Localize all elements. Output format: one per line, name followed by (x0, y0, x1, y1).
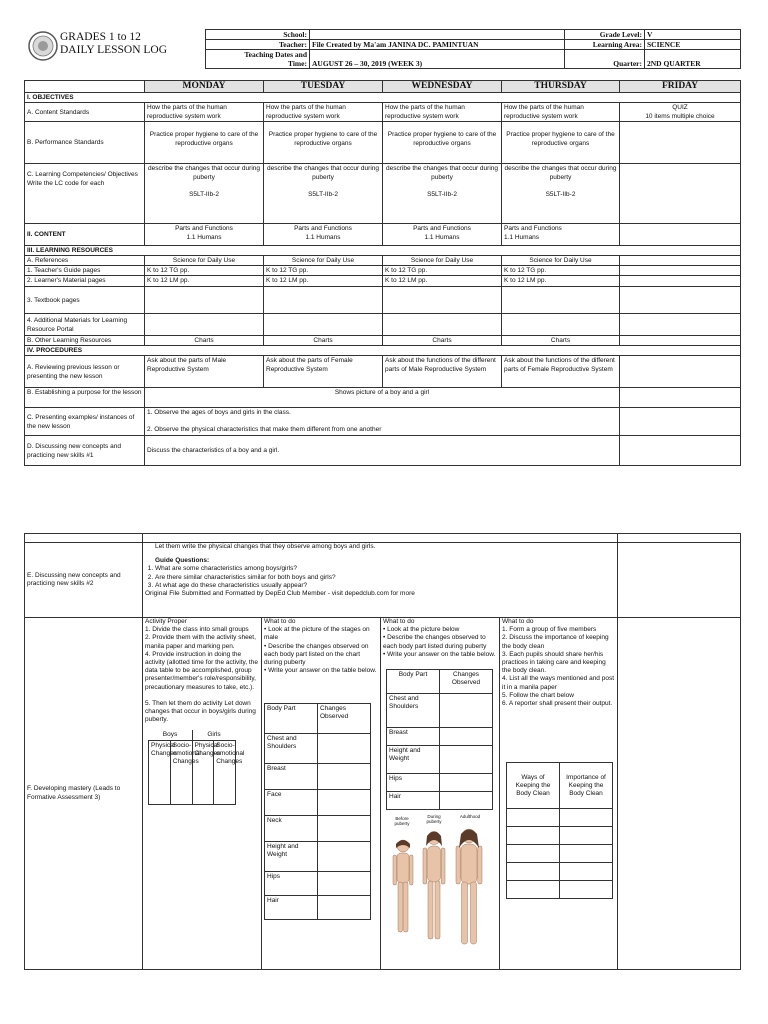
textbook-friday (620, 287, 741, 314)
dates-label-line-1: Teaching Dates and (244, 50, 307, 59)
blank-header-cell (25, 81, 145, 93)
answer-cell[interactable] (440, 792, 493, 810)
discussing2-friday (618, 543, 741, 618)
content-standards-wednesday: How the parts of the human reproductive system work (383, 103, 502, 122)
additional-wednesday (383, 314, 502, 336)
body-part-header: Body Part (265, 704, 318, 734)
activity-step: 4. Provide instruction in doing the activity (allotted time for the activity, the data table to be accomplished, group presenter/member's role/responsibility, precautionary measures to take, etc.). (145, 650, 258, 691)
ways-header: Ways of Keeping the Body Clean (507, 763, 560, 809)
content-thursday (502, 224, 620, 246)
boys-header: Boys (149, 730, 193, 741)
discussing1-label: D. Discussing new concepts and practicing new skills #1 (25, 436, 145, 466)
title-line-2: DAILY LESSON LOG (60, 44, 168, 56)
content-monday (145, 224, 264, 246)
what-to-do-step: • Describe the changes observed to each body part listed during puberty (383, 634, 487, 650)
example-item-2: 2. Observe the physical characteristics that make them different from one another (147, 426, 382, 433)
tg-pages-tuesday: K to 12 TG pp. (264, 266, 383, 276)
examples-label: C. Presenting examples/ instances of the new lesson (25, 408, 145, 436)
other-resources-label: B. Other Learning Resources (25, 336, 145, 346)
column-header: Socio-emotional Changes (214, 741, 236, 805)
content-tuesday (264, 224, 383, 246)
competency-code: S5LT-IIb-2 (427, 191, 457, 198)
performance-standards-monday: Practice proper hygiene to care of the reproductive organs (145, 122, 264, 164)
answer-cell[interactable] (560, 809, 613, 827)
learning-area-value: SCIENCE (645, 40, 741, 50)
references-row (25, 256, 741, 266)
competencies-wednesday (383, 164, 502, 224)
deped-seal-logo (28, 31, 58, 61)
competencies-label: C. Learning Competencies/ Objectives Write the LC code for each (25, 164, 145, 224)
other-resources-row (25, 336, 741, 346)
reviewing-wednesday: Ask about the functions of the different parts of Male Reproductive System (383, 356, 502, 388)
examples-friday (620, 408, 741, 436)
teacher-value: File Created by Ma'am JANINA DC. PAMINTUAN (310, 40, 565, 50)
body-part-cell: Height and Weight (387, 746, 440, 774)
other-resources-monday: Charts (145, 336, 264, 346)
discussing2-cell (143, 543, 618, 618)
content-wednesday (383, 224, 502, 246)
answer-cell[interactable] (440, 774, 493, 792)
lm-pages-row (25, 276, 741, 287)
day-tuesday: TUESDAY (264, 81, 383, 93)
tg-pages-friday (620, 266, 741, 276)
additional-thursday (502, 314, 620, 336)
answer-cell[interactable] (318, 842, 371, 872)
answer-cell[interactable] (318, 764, 371, 790)
answer-cell[interactable] (318, 896, 371, 920)
developing-thursday (500, 618, 618, 970)
content-row (25, 224, 741, 246)
references-thursday: Science for Daily Use (502, 256, 620, 266)
grade-level-label: Grade Level: (565, 30, 645, 40)
tg-pages-wednesday: K to 12 TG pp. (383, 266, 502, 276)
male-body-part-table (264, 703, 371, 920)
dates-label-line-2: Time: (287, 59, 307, 68)
competencies-friday (620, 164, 741, 224)
lm-pages-label: 2. Learner's Material pages (25, 276, 145, 287)
content-standards-monday: How the parts of the human reproductive system work (145, 103, 264, 122)
female-body-part-table (386, 669, 493, 810)
textbook-thursday (502, 287, 620, 314)
purpose-cell: Shows picture of a boy and a girl (145, 388, 620, 408)
content-line-2: 1.1 Humans (305, 234, 341, 241)
competencies-thursday (502, 164, 620, 224)
what-to-do-step: 2. Discuss the importance of keeping the body clean (502, 634, 609, 650)
competency-text: describe the changes that occur during puberty (385, 165, 498, 181)
school-label: School: (206, 30, 310, 40)
activity-step: 5. Then let them do activity Let down changes that occur in boys/girls during puberty. (145, 699, 256, 724)
importance-header: Importance of Keeping the Body Clean (560, 763, 613, 809)
competencies-row (25, 164, 741, 224)
activity-title: Activity Proper (145, 618, 187, 625)
body-part-cell: Chest and Shoulders (265, 734, 318, 764)
guide-questions-list (145, 565, 615, 590)
day-thursday: THURSDAY (502, 81, 620, 93)
teacher-label: Teacher: (206, 40, 310, 50)
content-line-2: 1.1 Humans (424, 234, 460, 241)
purpose-friday (620, 388, 741, 408)
objectives-row (25, 93, 741, 103)
developing-monday (143, 618, 262, 970)
column-header: Physical Changes (192, 741, 214, 805)
textbook-tuesday (264, 287, 383, 314)
answer-cell[interactable] (507, 809, 560, 827)
what-to-do-step: 5. Follow the chart below (502, 691, 574, 699)
puberty-stages-figure (383, 814, 495, 956)
textbook-label: 3. Textbook pages (25, 287, 145, 314)
competencies-monday (145, 164, 264, 224)
content-line-1: Parts and Functions (413, 225, 471, 232)
lm-pages-monday: K to 12 LM pp. (145, 276, 264, 287)
what-to-do-step: 3. Each pupils should share her/his practices in taking care and keeping the body clean. (502, 650, 606, 675)
answer-cell[interactable] (507, 863, 560, 881)
examples-row (25, 408, 741, 436)
example-item-1: 1. Observe the ages of boys and girls in the class. (147, 409, 291, 416)
body-clean-table (506, 762, 613, 899)
lm-pages-friday (620, 276, 741, 287)
continued-header-row (25, 534, 741, 543)
blank-cell (25, 534, 143, 543)
content-friday (620, 224, 741, 246)
reviewing-row (25, 356, 741, 388)
reviewing-friday (620, 356, 741, 388)
activity-step: 2. Provide them with the activity sheet, manila paper and marking pen. (145, 634, 256, 650)
lm-pages-wednesday: K to 12 LM pp. (383, 276, 502, 287)
source-footer-note: Original File Submitted and Formatted by DepEd Club Member - visit depedclub.com for more (145, 590, 415, 598)
body-part-cell: Neck (265, 816, 318, 842)
content-standards-row (25, 103, 741, 122)
title-line-1: GRADES 1 to 12 (60, 31, 141, 43)
lm-pages-thursday: K to 12 LM pp. (502, 276, 620, 287)
learning-area-label: Learning Area: (565, 40, 645, 50)
content-line-1: Parts and Functions (175, 225, 233, 232)
answer-cell[interactable] (440, 694, 493, 728)
day-monday: MONDAY (145, 81, 264, 93)
competency-code: S5LT-IIb-2 (308, 191, 338, 198)
developing-wednesday (381, 618, 500, 970)
what-to-do-step: • Look at the picture below (383, 626, 460, 634)
what-to-do-step: • Write your answer on the table below. (383, 650, 496, 658)
answer-cell[interactable] (560, 827, 613, 845)
day-header-row (25, 81, 741, 93)
what-to-do-step: • Write your answer on the table below. (264, 667, 377, 675)
answer-cell[interactable] (507, 881, 560, 899)
body-part-cell: Breast (265, 764, 318, 790)
discussing1-cell: Discuss the characteristics of a boy and a girl. (145, 436, 620, 466)
what-to-do-step: • Describe the changes observed on each body part listed on the chart during puberty (264, 642, 369, 667)
additional-monday (145, 314, 264, 336)
tg-pages-monday: K to 12 TG pp. (145, 266, 264, 276)
answer-cell[interactable] (440, 728, 493, 746)
performance-standards-tuesday: Practice proper hygiene to care of the reproductive organs (264, 122, 383, 164)
reviewing-monday: Ask about the parts of Male Reproductive System (145, 356, 264, 388)
grade-level-value: V (645, 30, 741, 40)
purpose-row (25, 388, 741, 408)
references-friday (620, 256, 741, 266)
textbook-wednesday (383, 287, 502, 314)
answer-cell[interactable] (560, 845, 613, 863)
other-resources-friday (620, 336, 741, 346)
tg-pages-thursday: K to 12 TG pp. (502, 266, 620, 276)
procedures-row (25, 346, 741, 356)
additional-friday (620, 314, 741, 336)
body-part-cell: Breast (387, 728, 440, 746)
guide-question: 3. At what age do these characteristics usually appear? (155, 582, 615, 590)
blank-cell (143, 534, 618, 543)
answer-cell[interactable] (507, 827, 560, 845)
discussing2-intro: Let them write the physical changes that they observe among boys and girls. (155, 543, 376, 550)
other-resources-wednesday: Charts (383, 336, 502, 346)
body-part-cell: Hair (265, 896, 318, 920)
figure-label: During puberty (426, 814, 442, 825)
dates-label (206, 50, 310, 69)
girls-header: Girls (192, 730, 236, 741)
references-tuesday: Science for Daily Use (264, 256, 383, 266)
content-line-1: Parts and Functions (294, 225, 352, 232)
reviewing-thursday: Ask about the functions of the different parts of Female Reproductive System (502, 356, 620, 388)
developing-tuesday (262, 618, 381, 970)
guide-question: 2. Are there similar characteristics similar for both boys and girls? (155, 574, 615, 582)
figure-label: Adulthood (459, 814, 481, 820)
procedures-heading: IV. PROCEDURES (25, 346, 741, 356)
performance-standards-label: B. Performance Standards (25, 122, 145, 164)
competency-code: S5LT-IIb-2 (189, 191, 219, 198)
objectives-heading: I. OBJECTIVES (25, 93, 741, 103)
learning-resources-row (25, 246, 741, 256)
what-to-do-step: 6. A reporter shall present their output. (502, 700, 613, 708)
answer-cell[interactable] (507, 845, 560, 863)
performance-standards-wednesday: Practice proper hygiene to care of the reproductive organs (383, 122, 502, 164)
content-line-2: 1.1 Humans (504, 234, 540, 241)
content-standards-tuesday: How the parts of the human reproductive system work (264, 103, 383, 122)
performance-standards-friday (620, 122, 741, 164)
female-figures-illustration (383, 824, 495, 954)
body-part-cell: Chest and Shoulders (387, 694, 440, 728)
guide-questions-title: Guide Questions: (155, 557, 210, 565)
body-part-cell: Hips (265, 872, 318, 896)
content-standards-friday: QUIZ 10 items multiple choice (620, 103, 741, 122)
other-resources-thursday: Charts (502, 336, 620, 346)
day-wednesday: WEDNESDAY (383, 81, 502, 93)
boys-girls-table (148, 730, 245, 805)
what-to-do-step: 1. Form a group of five members (502, 626, 597, 634)
figure-label: Before puberty (394, 816, 410, 827)
answer-cell[interactable] (318, 734, 371, 764)
changes-observed-header: Changes Observed (318, 704, 371, 734)
discussing1-row (25, 436, 741, 466)
content-line-2: 1.1 Humans (186, 234, 222, 241)
competency-code: S5LT-IIb-2 (545, 191, 576, 198)
answer-cell[interactable] (440, 746, 493, 774)
content-standards-label: A. Content Standards (25, 103, 145, 122)
lesson-log-table-continued (24, 533, 741, 970)
what-to-do-step: • Look at the picture of the stages on male (264, 626, 370, 642)
discussing2-row (25, 543, 741, 618)
discussing1-friday (620, 436, 741, 466)
learning-resources-heading: III. LEARNING RESOURCES (25, 246, 741, 256)
reviewing-tuesday: Ask about the parts of Female Reproductive System (264, 356, 383, 388)
lesson-log-table (24, 80, 741, 466)
quarter-label: Quarter: (565, 50, 645, 69)
competency-text: describe the changes that occur during puberty (147, 165, 260, 181)
body-part-cell: Hair (387, 792, 440, 810)
competency-text: describe the changes that occur during puberty (266, 165, 379, 181)
answer-cell[interactable] (318, 872, 371, 896)
body-part-cell: Height and Weight (265, 842, 318, 872)
quarter-value: 2ND QUARTER (645, 50, 741, 69)
reviewing-label: A. Reviewing previous lesson or presenting the new lesson (25, 356, 145, 388)
tg-pages-label: 1. Teacher's Guide pages (25, 266, 145, 276)
what-to-do-title: What to do (264, 618, 296, 625)
column-header: Socio-emotional Changes (170, 741, 192, 805)
answer-cell[interactable] (560, 881, 613, 899)
purpose-label: B. Establishing a purpose for the lesson (25, 388, 145, 408)
content-line-1: Parts and Functions (504, 225, 562, 232)
examples-cell (145, 408, 620, 436)
performance-standards-row (25, 122, 741, 164)
references-wednesday: Science for Daily Use (383, 256, 502, 266)
lm-pages-tuesday: K to 12 LM pp. (264, 276, 383, 287)
performance-standards-thursday: Practice proper hygiene to care of the reproductive organs (502, 122, 620, 164)
body-part-header: Body Part (387, 670, 440, 694)
content-heading: II. CONTENT (25, 224, 145, 246)
form-title (60, 31, 167, 57)
competency-text: describe the changes that occur during puberty (504, 165, 617, 181)
tg-pages-row (25, 266, 741, 276)
other-resources-tuesday: Charts (264, 336, 383, 346)
answer-cell[interactable] (318, 790, 371, 816)
what-to-do-title: What to do (383, 618, 415, 625)
textbook-row (25, 287, 741, 314)
additional-materials-row (25, 314, 741, 336)
blank-cell (618, 534, 741, 543)
dates-value: AUGUST 26 – 30, 2019 (WEEK 3) (310, 50, 565, 69)
body-part-cell: Face (265, 790, 318, 816)
header-info-table (205, 29, 741, 69)
content-standards-thursday: How the parts of the human reproductive system work (502, 103, 620, 122)
answer-cell[interactable] (560, 863, 613, 881)
textbook-monday (145, 287, 264, 314)
guide-question: 1. What are some characteristics among boys/girls? (155, 565, 615, 573)
school-value (310, 30, 565, 40)
developing-mastery-label: F. Developing mastery (Leads to Formative Assessment 3) (25, 618, 143, 970)
body-part-cell: Hips (387, 774, 440, 792)
developing-mastery-row (25, 618, 741, 970)
references-label: A. References (25, 256, 145, 266)
references-monday: Science for Daily Use (145, 256, 264, 266)
answer-cell[interactable] (318, 816, 371, 842)
activity-step: 1. Divide the class into small groups (145, 626, 249, 634)
discussing2-label: E. Discussing new concepts and practicing new skills #2 (25, 543, 143, 618)
competencies-tuesday (264, 164, 383, 224)
what-to-do-title: What to do (502, 618, 534, 625)
additional-tuesday (264, 314, 383, 336)
day-friday: FRIDAY (620, 81, 741, 93)
changes-observed-header: Changes Observed (440, 670, 493, 694)
additional-materials-label: 4. Additional Materials for Learning Resource Portal (25, 314, 145, 336)
what-to-do-step: 4. List all the ways mentioned and post it in a manila paper (502, 675, 615, 691)
column-header: Physical Changes (149, 741, 171, 805)
developing-friday (618, 618, 741, 970)
